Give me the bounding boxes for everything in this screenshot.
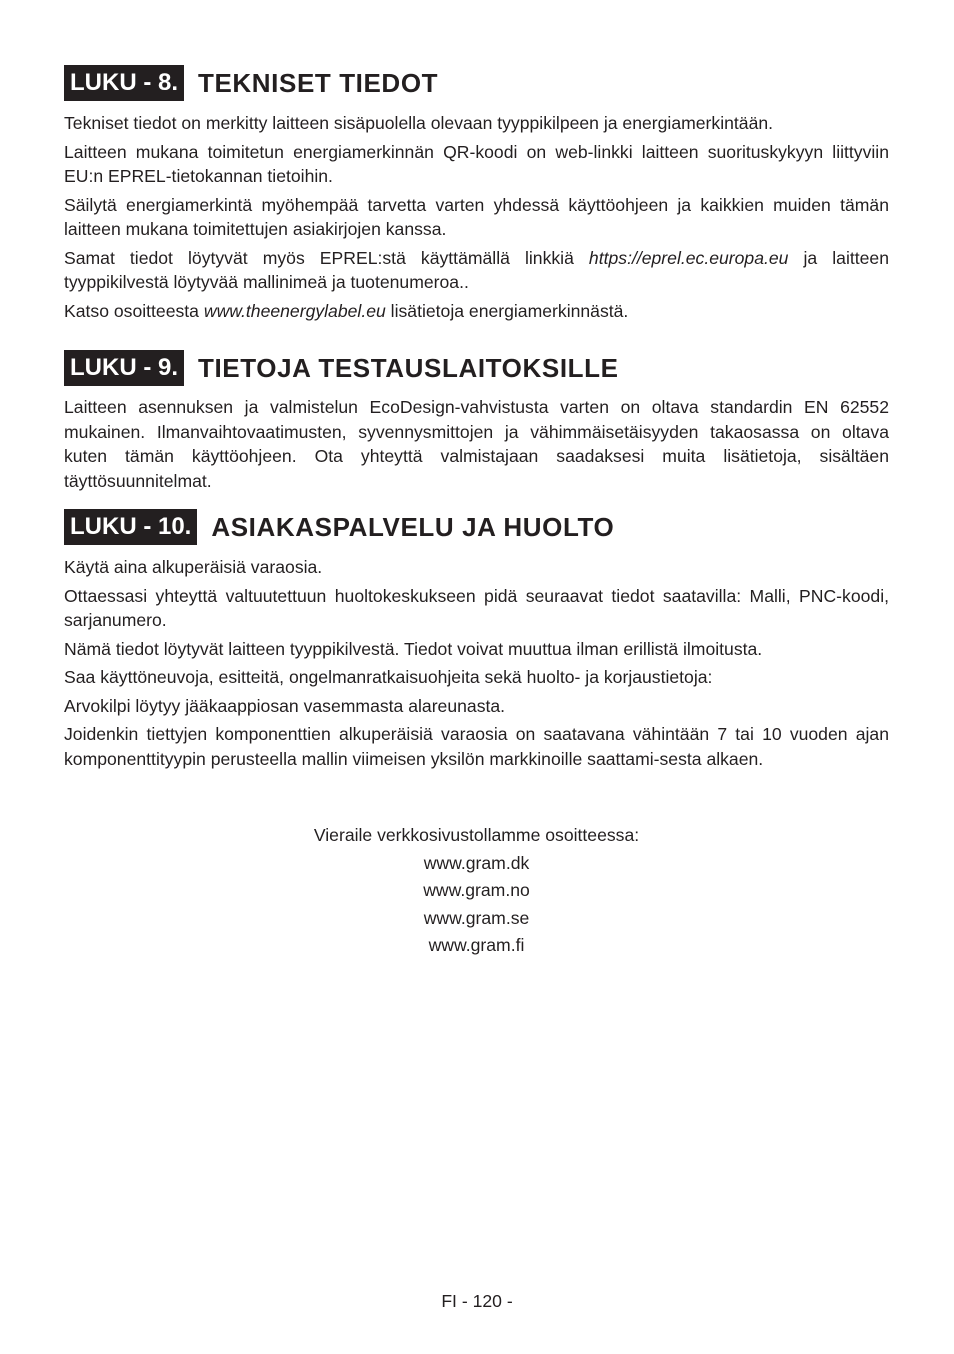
website-link-fi[interactable]: www.gram.fi [428, 935, 525, 955]
section-luku-8 [64, 65, 889, 323]
section-title: TEKNISET TIEDOT [198, 67, 439, 98]
paragraph: Saa käyttöneuvoja, esitteitä, ongelmanratkaisuohjeita sekä huolto- ja korjaustietoja: [64, 667, 713, 687]
paragraph: Säilytä energiamerkintä myöhempää tarvetta varten yhdessä käyttöohjeen ja kaikkien muiden tämän laitteen mukana toimitettujen asiakirjojen kanssa. [64, 194, 889, 239]
section-luku-10 [64, 509, 889, 771]
text: Samat tiedot löytyvät myös EPREL:stä käyttämällä linkkiä [64, 247, 589, 268]
website-link-se[interactable]: www.gram.se [423, 907, 530, 928]
paragraph: Arvokilpi löytyy jääkaappiosan vasemmasta alareunasta. [64, 695, 506, 716]
text: ja laitteen tyyppikilvestä löytyvää mallinimeä ja tuotenumeroa.. [64, 247, 889, 292]
text: Katso osoitteesta [64, 300, 204, 321]
paragraph: Tekniset tiedot on merkitty laitteen sisäpuolella olevaan tyyppikilpeen ja energiamerkintään. [64, 113, 774, 133]
paragraph: Joidenkin tiettyjen komponenttien alkuperäisiä varaosia on saatavana vähintään 7 tai 10 vuoden ajan komponenttityypin perusteella mallin viimeisen yksilön markkinoille saattami-sesta alkaen. [64, 724, 889, 769]
eprel-link[interactable]: https://eprel.ec.europa.eu [588, 247, 789, 268]
website-link-dk[interactable]: www.gram.dk [423, 852, 530, 873]
page-number: FI - 120 - [441, 1291, 513, 1311]
section-title: ASIAKASPALVELU JA HUOLTO [211, 511, 615, 542]
section-luku-9 [64, 350, 889, 493]
visit-label: Vieraile verkkosivustollamme osoitteessa: [313, 825, 640, 845]
chapter-badge: LUKU - 8. [64, 65, 184, 101]
paragraph: Nämä tiedot löytyvät laitteen tyyppikilvestä. Tiedot voivat muuttua ilman erillistä ilmoitusta. [64, 638, 763, 659]
website-link-no[interactable]: www.gram.no [423, 880, 530, 900]
section-title: TIETOJA TESTAUSLAITOKSILLE [198, 352, 619, 383]
paragraph [64, 299, 889, 324]
chapter-badge: LUKU - 10. [64, 509, 197, 545]
paragraph: Ottaessasi yhteyttä valtuutettuun huoltokeskukseen pidä seuraavat tiedot saatavilla: Malli, PNC-koodi, sarjanumero. [64, 585, 889, 630]
chapter-badge: LUKU - 9. [64, 350, 184, 386]
energylabel-link[interactable]: www.theenergylabel.eu [203, 300, 386, 321]
paragraph: Laitteen mukana toimitetun energiamerkinnän QR-koodi on web-linkki laitteen suorituskykyyn liittyviin EU:n EPREL-tietokannan tietoihin. [64, 141, 889, 186]
paragraph: Käytä aina alkuperäisiä varaosia. [64, 557, 323, 577]
section-heading [64, 65, 889, 101]
paragraph: Laitteen asennuksen ja valmistelun EcoDesign-vahvistusta varten on oltava standardin EN 62552 mukainen. Ilmanvaihtovaatimusten, syvennysmittojen ja vähimmäisetäisyyden takaosassa on oltava kuten tämän käyttöohjeen. Ota yhteyttä valmistajaan saadaksesi muita lisätietoja, sisältäen täyttösuunnitelmat. [64, 397, 889, 491]
section-heading [64, 350, 889, 386]
visit-block [64, 822, 889, 960]
section-heading [64, 509, 889, 545]
paragraph [64, 246, 889, 295]
text: lisätietoja energiamerkinnästä. [385, 300, 629, 321]
